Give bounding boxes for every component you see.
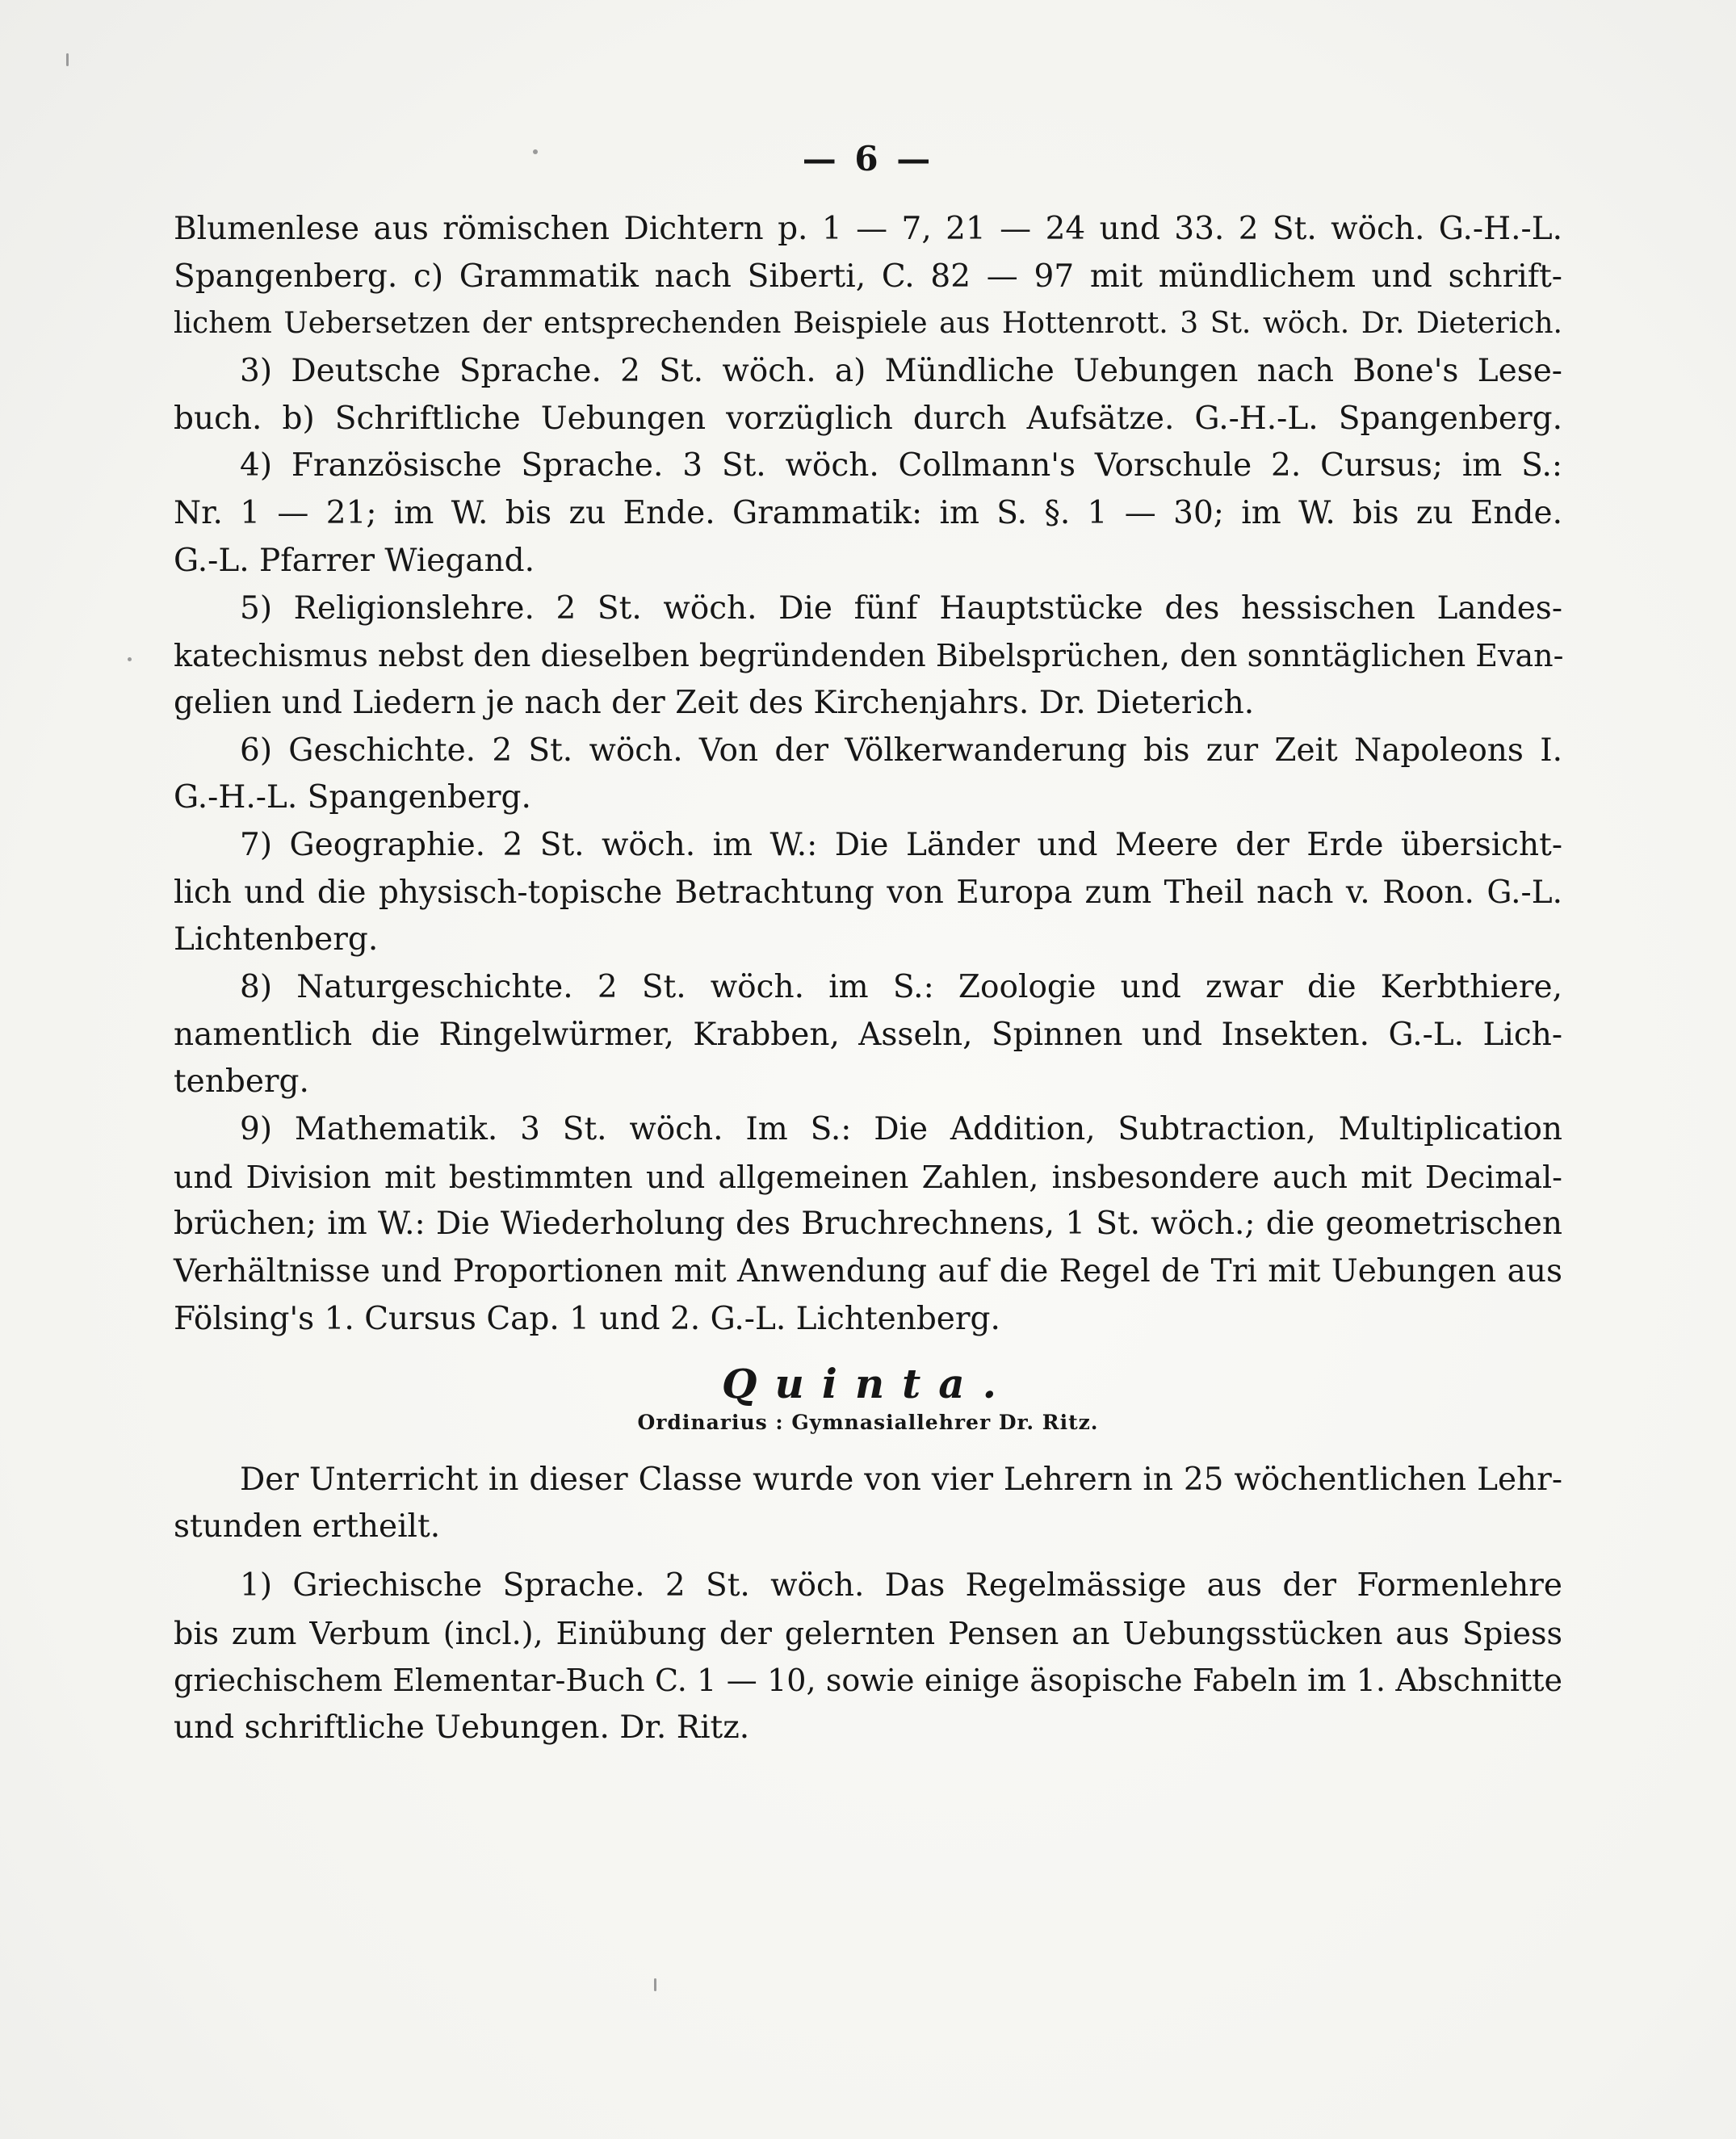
text-line: und Division mit bestimmten und allgemeinen Zahlen, insbesondere auch mit Decimal- [174,1159,1562,1195]
text-line: lichem Uebersetzen der entsprechenden Beispiele aus Hottenrott. 3 St. wöch. Dr. Dieterich. [174,307,1562,341]
text-line: lich und die physisch-topische Betrachtung von Europa zum Theil nach v. Roon. G.-L. [174,874,1562,911]
text-line: 8) Naturgeschichte. 2 St. wöch. im S.: Zoologie und zwar die Kerbthiere, [240,969,1562,1005]
text-line: namentlich die Ringelwürmer, Krabben, Asseln, Spinnen und Insekten. G.-L. Lich- [174,1016,1562,1053]
text-line: und schriftliche Uebungen. Dr. Ritz. [174,1709,750,1746]
text-line: Fölsing's 1. Cursus Cap. 1 und 2. G.-L. Lichtenberg. [174,1300,1000,1337]
text-line: 1) Griechische Sprache. 2 St. wöch. Das Regelmässige aus der Formenlehre [240,1567,1562,1604]
text-line: Lichtenberg. [174,921,379,958]
text-line: 3) Deutsche Sprache. 2 St. wöch. a) Mündliche Uebungen nach Bone's Lese- [240,353,1562,390]
text-line: Blumenlese aus römischen Dichtern p. 1 — 7, 21 — 24 und 33. 2 St. wöch. G.-H.-L. [174,211,1562,247]
text-line: 4) Französische Sprache. 3 St. wöch. Collmann's Vorschule 2. Cursus; im S.: [240,447,1562,484]
scan-speck [128,657,132,661]
text-line: buch. b) Schriftliche Uebungen vorzüglich durch Aufsätze. G.-H.-L. Spangenberg. [174,400,1562,437]
text-line: G.-L. Pfarrer Wiegand. [174,542,535,579]
text-line: tenberg. [174,1063,309,1101]
page-number: — 6 — [802,139,934,178]
paragraph-gap [174,1551,1562,1562]
scan-speck [66,53,69,66]
section-sexta-continued [174,206,1562,1344]
text-line: 9) Mathematik. 3 St. wöch. Im S.: Die Addition, Subtraction, Multiplication [240,1111,1562,1148]
text-line: katechismus nebst den dieselben begründenden Bibelsprüchen, den sonntäglichen Evan- [174,638,1564,674]
text-line: brüchen; im W.: Die Wiederholung des Bruchrechnens, 1 St. wöch.; die geometrischen [174,1206,1562,1243]
section-subheading: Ordinarius : Gymnasiallehrer Dr. Ritz. [637,1410,1099,1434]
section-quinta [174,1457,1562,1752]
body-text [174,206,1562,1752]
text-line: Der Unterricht in dieser Classe wurde von vier Lehrern in 25 wöchentlichen Lehr- [240,1461,1562,1498]
text-line: 6) Geschichte. 2 St. wöch. Von der Völkerwanderung bis zur Zeit Napoleons I. [240,732,1562,769]
section-heading: Quinta. [721,1359,1015,1407]
text-line: griechischem Elementar-Buch C. 1 — 10, sowie einige äsopische Fabeln im 1. Abschnitte [174,1663,1562,1699]
text-line: 7) Geographie. 2 St. wöch. im W.: Die Länder und Meere der Erde übersicht- [240,826,1562,863]
text-line: Spangenberg. c) Grammatik nach Siberti, C. 82 — 97 mit mündlichem und schrift- [174,258,1562,295]
text-line: stunden ertheilt. [174,1508,441,1546]
text-line: 5) Religionslehre. 2 St. wöch. Die fünf Hauptstücke des hessischen Landes- [240,589,1562,627]
scan-speck [654,1978,656,1991]
text-line: G.-H.-L. Spangenberg. [174,779,531,816]
text-line: Verhältnisse und Proportionen mit Anwendung auf die Regel de Tri mit Uebungen aus [174,1253,1562,1290]
text-line: bis zum Verbum (incl.), Einübung der gelernten Pensen an Uebungsstücken aus Spiess [174,1615,1562,1651]
text-line: Nr. 1 — 21; im W. bis zu Ende. Grammatik: im S. §. 1 — 30; im W. bis zu Ende. [174,495,1562,532]
text-line: gelien und Liedern je nach der Zeit des Kirchenjahrs. Dr. Dieterich. [174,684,1255,721]
